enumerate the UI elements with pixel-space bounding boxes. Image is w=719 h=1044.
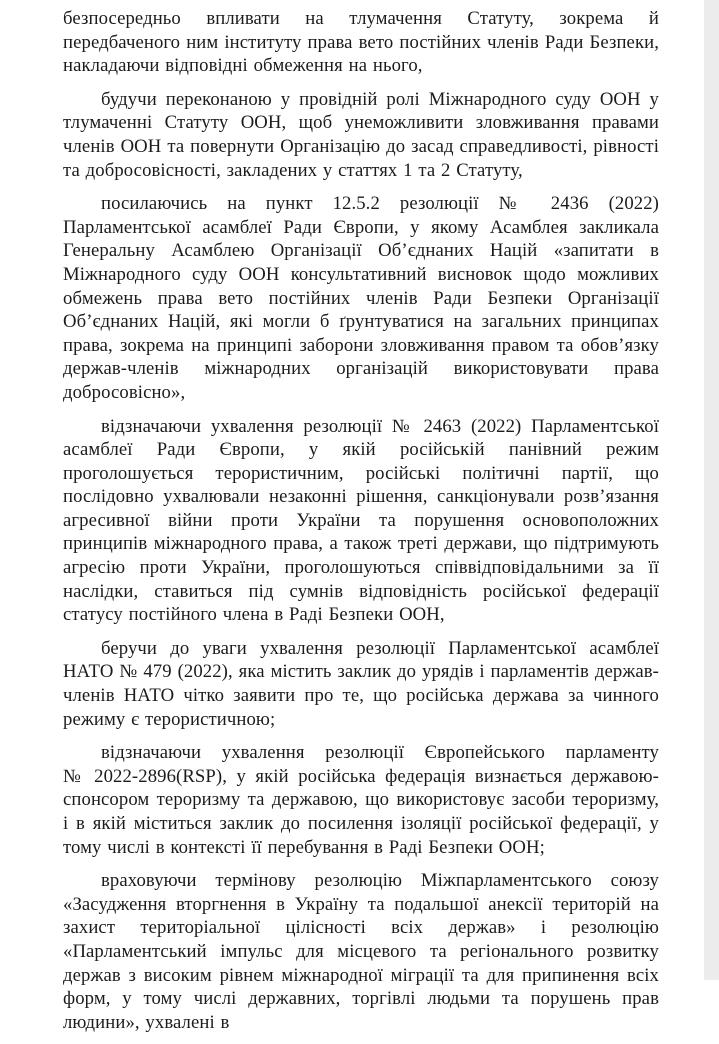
page-right-edge-shade [704, 0, 719, 980]
paragraph-continued: безпосередньо впливати на тлумачення Статуту, зокрема й передбаченого ним інституту права вето постійних членів Ради Безпеки, накладаючи відповідні обмеження на нього, [63, 8, 659, 77]
paragraph: беручи до уваги ухвалення резолюції Парламентської асамблеї НАТО № 479 (2022), яка містить заклик до урядів і парламентів держав-членів НАТО чітко заявити про те, що російська держава за чинного режиму є терористичною; [63, 637, 659, 730]
paragraph: відзначаючи ухвалення резолюції № 2463 (2022) Парламентської асамблеї Ради Європи, у якій російській панівний режим проголошується терористичним, російські політичні партії, що послідовно ухвалювали незаконні рішення, санкціонували розв’язання агресивної війни проти України та порушення основоположних принципів міжнародного права, а також треті держави, що підтримують агресію проти України, проголошуються співвідповідальними за її наслідки, ставиться під сумнів відповідність російської федерації статусу постійного члена в Раді Безпеки ООН, [63, 415, 659, 626]
paragraph: враховуючи термінову резолюцію Міжпарламентського союзу «Засудження вторгнення в Україну та подальшої анексії територій на захист територіальної цілісності всіх держав» і резолюцію «Парламентський імпульс для місцевого та регіонального розвитку держав з високим рівнем міжнародної міграції та для припинення всіх форм, у тому числі державних, торгівлі людьми та порушень прав людини», ухвалені в [63, 870, 659, 1033]
paragraph: посилаючись на пункт 12.5.2 резолюції № 2436 (2022) Парламентської асамблеї Ради Європи, у якому Асамблея закликала Генеральну Асамблею Організації Об’єднаних Націй «запитати в Міжнародного суду ООН консультативний висновок щодо можливих обмежень права вето постійних членів Ради Безпеки Організації Об’єднаних Націй, які могли б ґрунтуватися на загальних принципах права, зокрема на принципі заборони зловживання правом та обов’язку держав-членів міжнародних організацій використовувати права добросовісно», [63, 193, 659, 403]
paragraph: відзначаючи ухвалення резолюції Європейського парламенту № 2022-2896(RSP), у якій російська федерація визнається державою-спонсором тероризму та державою, що використовує засоби тероризму, і в якій міститься заклик до посилення ізоляції російської федерації, у тому числі в контексті її перебування в Раді Безпеки ООН; [63, 742, 659, 858]
paragraph: будучи переконаною у провідній ролі Міжнародного суду ООН у тлумаченні Статуту ООН, щоб унеможливити зловживання правами членів ООН та повернути Організацію до засад справедливості, рівності та добросовісності, закладених у статтях 1 та 2 Статуту, [63, 88, 659, 181]
document-text-block [63, 7, 659, 1044]
